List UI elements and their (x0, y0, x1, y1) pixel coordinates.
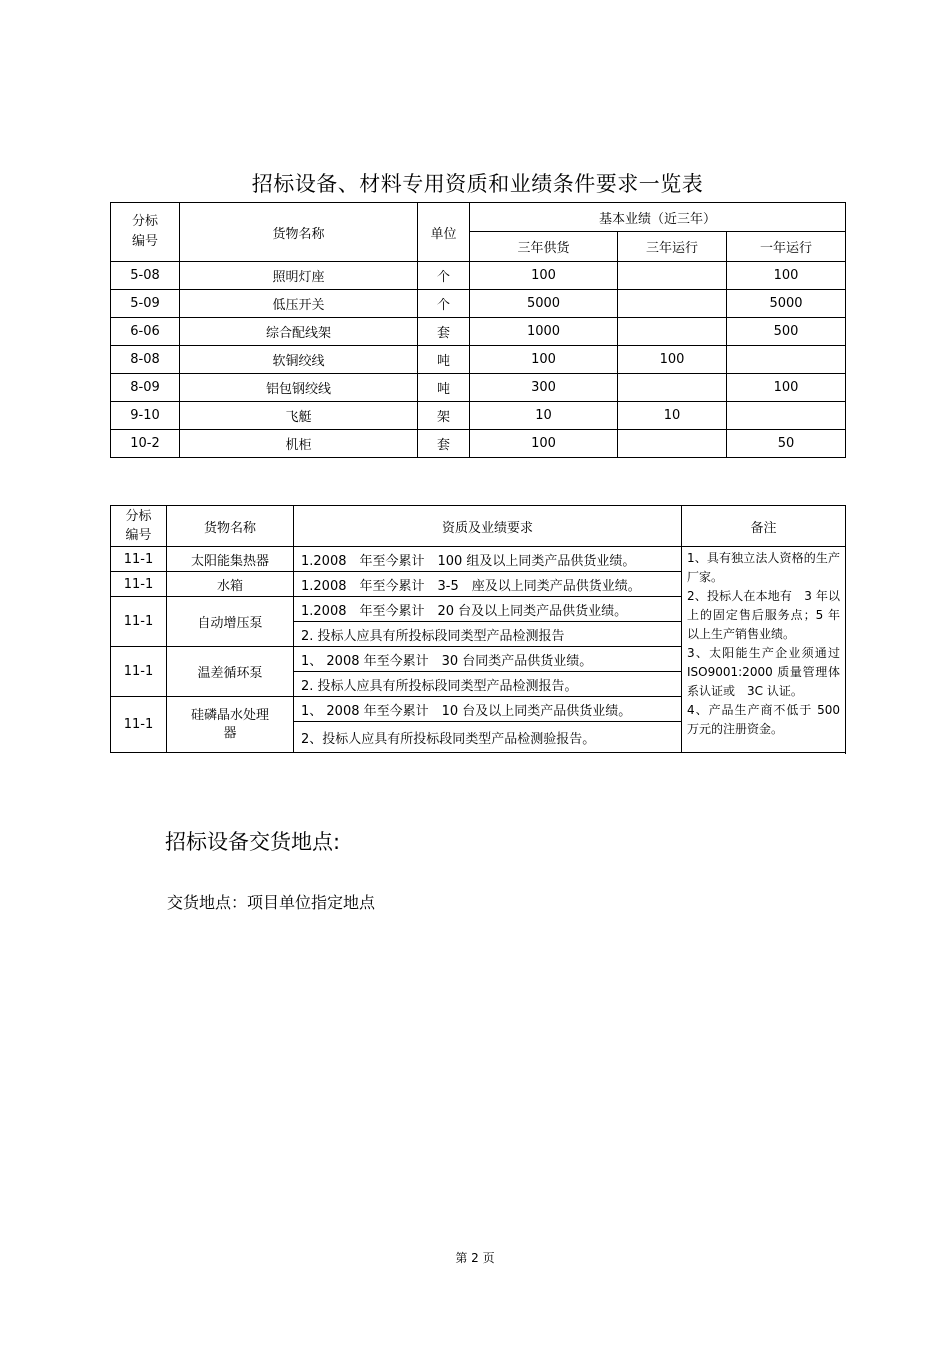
cell-run3: 10 (618, 402, 727, 430)
cell-requirement: 2. 投标人应具有所投标段同类型产品检测报告 (294, 622, 682, 647)
cell-code: 10-2 (111, 430, 180, 458)
cell-code: 11-1 (111, 697, 167, 753)
cell-code: 9-10 (111, 402, 180, 430)
table-row (111, 346, 846, 374)
cell-code: 11-1 (111, 597, 167, 647)
performance-table (110, 202, 846, 458)
cell-run3: 100 (618, 346, 727, 374)
cell-unit: 吨 (418, 346, 470, 374)
cell-requirement: 1、 2008 年至今累计 10 台及以上同类产品供货业绩。 (294, 697, 682, 722)
cell-supply: 100 (470, 430, 618, 458)
qualification-table (110, 505, 846, 753)
header-performance: 基本业绩（近三年） (470, 203, 846, 232)
cell-name: 铝包钢绞线 (180, 374, 418, 402)
table-row (111, 430, 846, 458)
cell-code: 8-08 (111, 346, 180, 374)
cell-run3 (618, 290, 727, 318)
cell-name: 硅磷晶水处理器 (167, 697, 294, 753)
cell-name: 自动增压泵 (167, 597, 294, 647)
cell-unit: 套 (418, 318, 470, 346)
cell-code: 11-1 (111, 647, 167, 697)
cell-requirement: 1.2008 年至今累计 3-5 座及以上同类产品供货业绩。 (294, 572, 682, 597)
section-title: 招标设备交货地点: (165, 830, 341, 854)
cell-code: 5-09 (111, 290, 180, 318)
cell-unit: 个 (418, 290, 470, 318)
page-title: 招标设备、材料专用资质和业绩条件要求一览表 (251, 172, 704, 196)
header-requirements: 资质及业绩要求 (294, 506, 682, 547)
cell-run1 (727, 346, 846, 374)
cell-unit: 套 (418, 430, 470, 458)
cell-name: 温差循环泵 (167, 647, 294, 697)
table-row (111, 402, 846, 430)
cell-code: 11-1 (111, 547, 167, 572)
note-item: 4、产品生产商不低于 500 万元的注册资金。 (687, 703, 840, 736)
cell-name: 飞艇 (180, 402, 418, 430)
cell-name: 综合配线架 (180, 318, 418, 346)
note-item: 2、投标人在本地有 3 年以上的固定售后服务点；5 年以上生产销售业绩。 (687, 589, 840, 641)
cell-name: 低压开关 (180, 290, 418, 318)
cell-requirement: 2、投标人应具有所投标段同类型产品检测验报告。 (294, 722, 682, 753)
table-row (111, 290, 846, 318)
cell-requirement: 1.2008 年至今累计 100 组及以上同类产品供货业绩。 (294, 547, 682, 572)
cell-code: 8-09 (111, 374, 180, 402)
cell-name: 太阳能集热器 (167, 547, 294, 572)
cell-supply: 100 (470, 346, 618, 374)
cell-run3 (618, 318, 727, 346)
header-run3: 三年运行 (618, 232, 727, 262)
cell-code: 6-06 (111, 318, 180, 346)
cell-unit: 吨 (418, 374, 470, 402)
header-supply: 三年供货 (470, 232, 618, 262)
cell-run1: 50 (727, 430, 846, 458)
cell-run1 (727, 402, 846, 430)
cell-name: 照明灯座 (180, 262, 418, 290)
page-number: 第 2 页 (455, 1251, 495, 1265)
cell-run3 (618, 374, 727, 402)
cell-run1: 500 (727, 318, 846, 346)
cell-name: 水箱 (167, 572, 294, 597)
cell-code: 5-08 (111, 262, 180, 290)
cell-run3 (618, 262, 727, 290)
cell-requirement: 1.2008 年至今累计 20 台及以上同类产品供货业绩。 (294, 597, 682, 622)
delivery-location: 交货地点：项目单位指定地点 (167, 893, 376, 912)
header-run1: 一年运行 (727, 232, 846, 262)
note-item: 1、具有独立法人资格的生产厂家。 (687, 551, 840, 584)
table-row (111, 318, 846, 346)
cell-name: 机柜 (180, 430, 418, 458)
cell-code: 11-1 (111, 572, 167, 597)
header-code: 分标 编号 (111, 203, 180, 262)
cell-run1: 5000 (727, 290, 846, 318)
header-code: 分标 编号 (111, 506, 167, 547)
header-name: 货物名称 (180, 203, 418, 262)
header-note: 备注 (682, 506, 846, 547)
table-row (111, 547, 846, 572)
cell-unit: 个 (418, 262, 470, 290)
cell-supply: 5000 (470, 290, 618, 318)
cell-run3 (618, 430, 727, 458)
header-name: 货物名称 (167, 506, 294, 547)
cell-name: 软铜绞线 (180, 346, 418, 374)
cell-supply: 300 (470, 374, 618, 402)
cell-unit: 架 (418, 402, 470, 430)
cell-supply: 1000 (470, 318, 618, 346)
cell-run1: 100 (727, 374, 846, 402)
cell-requirement: 2. 投标人应具有所投标段同类型产品检测报告。 (294, 672, 682, 697)
cell-supply: 10 (470, 402, 618, 430)
note-item: 3、太阳能生产企业须通过 ISO9001:2000 质量管理体系认证或 3C 认证。 (687, 646, 840, 698)
cell-supply: 100 (470, 262, 618, 290)
header-unit: 单位 (418, 203, 470, 262)
cell-requirement: 1、 2008 年至今累计 30 台同类产品供货业绩。 (294, 647, 682, 672)
cell-run1: 100 (727, 262, 846, 290)
note-cell (682, 547, 846, 753)
table-row (111, 262, 846, 290)
table-row (111, 374, 846, 402)
